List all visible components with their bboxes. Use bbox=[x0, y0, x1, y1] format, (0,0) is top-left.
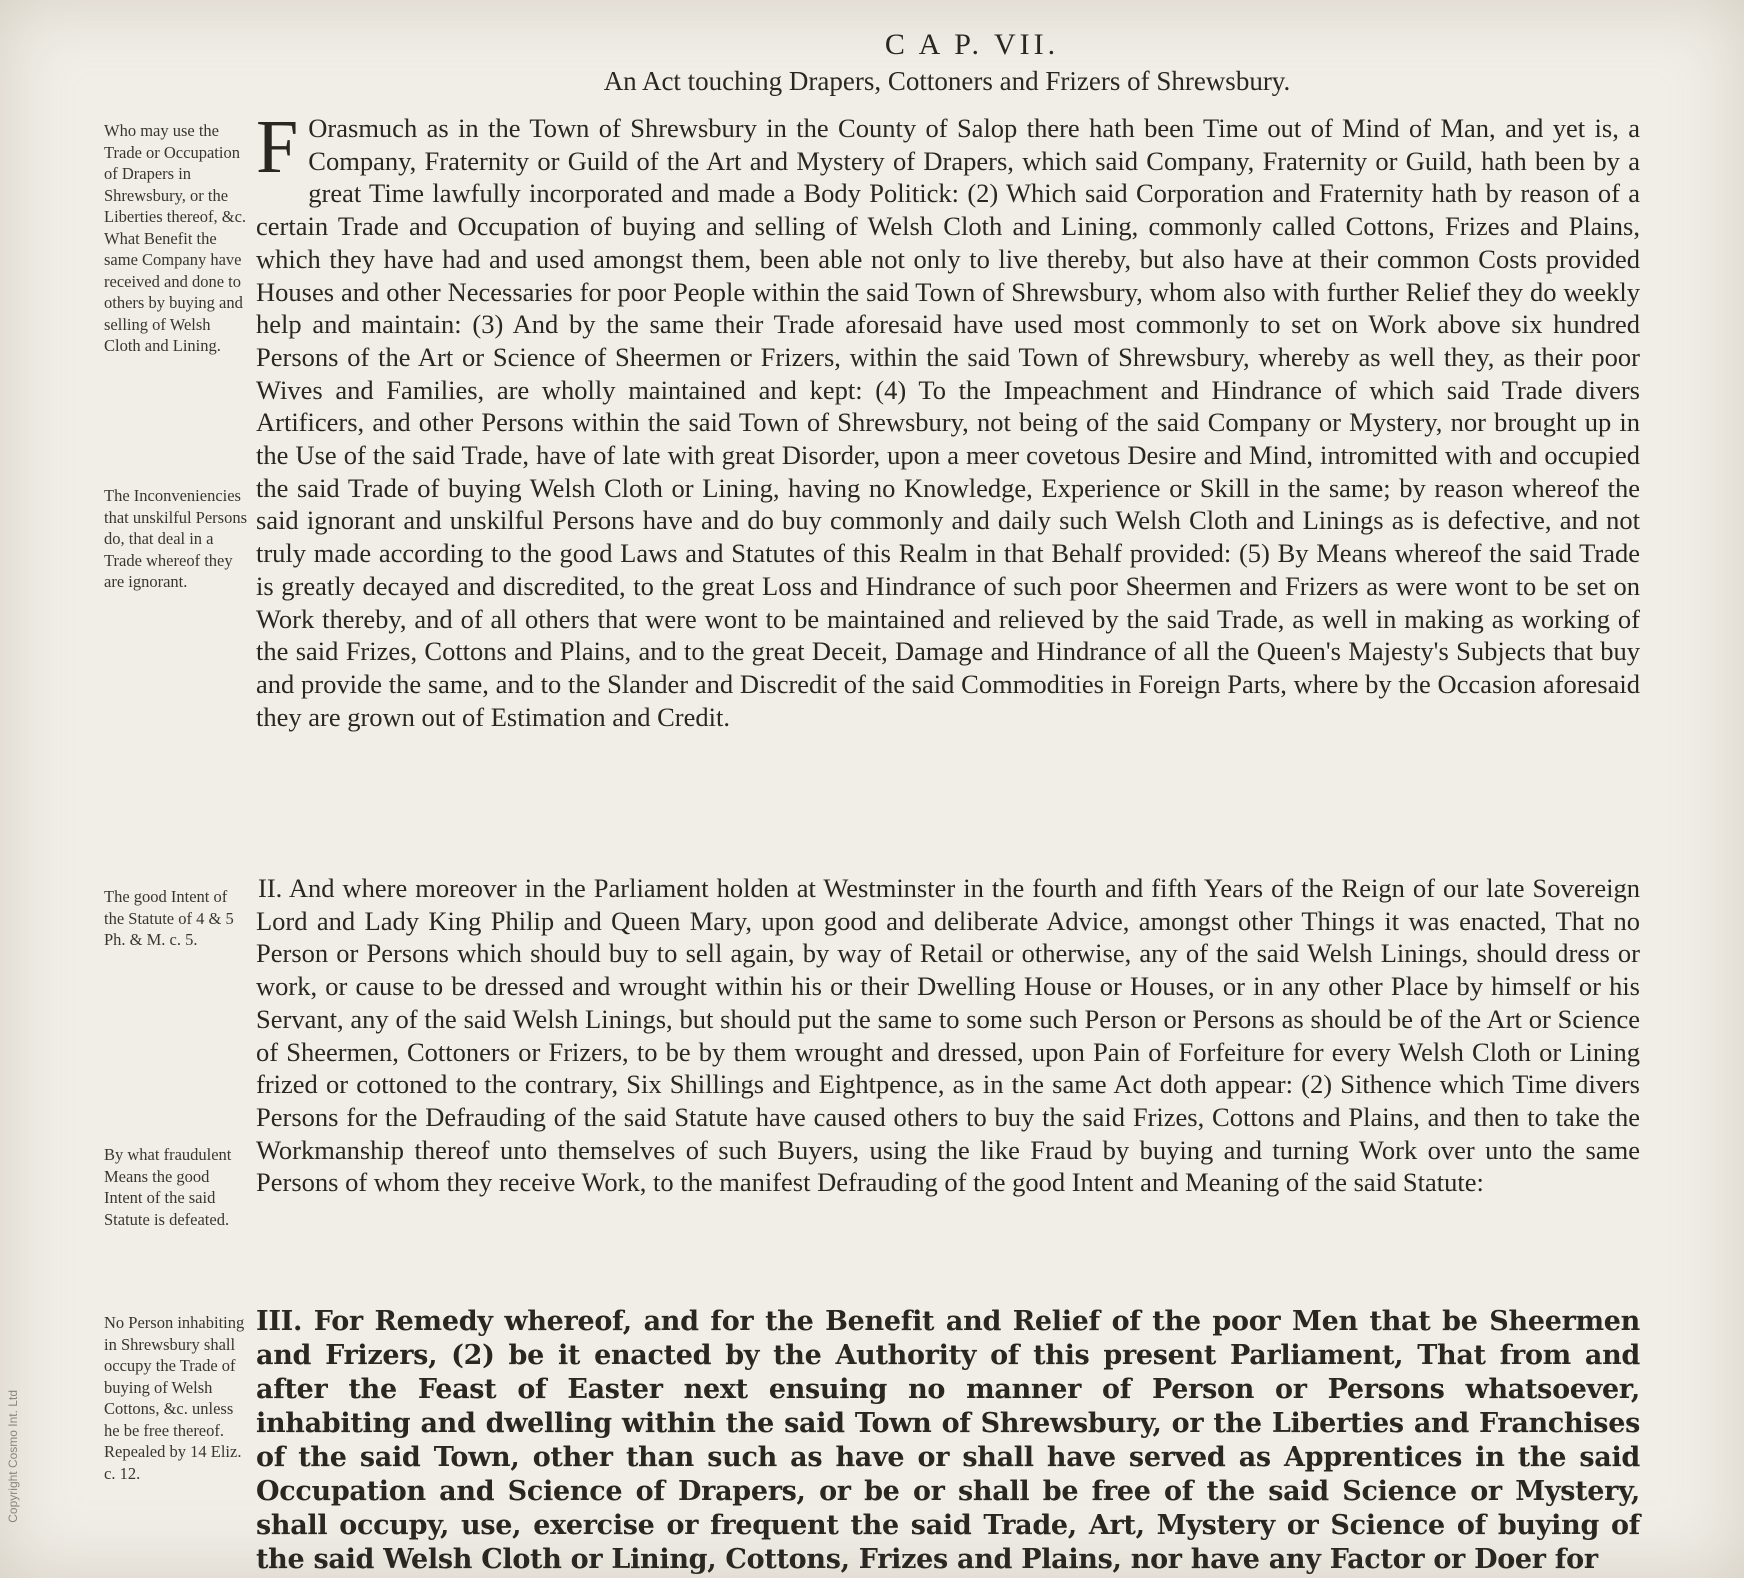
margin-note: No Person inhabiting in Shrewsbury shall occupy the Trade of buying of Welsh Cottons, &c. unless he be free thereof. Repealed by 14 Eliz. c. 12. bbox=[104, 1313, 245, 1483]
act-title: An Act touching Drapers, Cottoners and Frizers of Shrewsbury. bbox=[603, 66, 1291, 96]
paragraph-1 bbox=[256, 105, 1640, 733]
margin-note: Who may use the Trade or Occupation of Drapers in Shrewsbury, or the Liberties thereof, &c. What Benefit the same Company have received and done to others by buying and selling of Welsh Cloth and Lining. bbox=[104, 121, 247, 355]
paragraph-3: III. For Remedy whereof, and for the Benefit and Relief of the poor Men that be Sheermen and Frizers, (2) be it enacted by the Authority of this present Parliament, That from and after the Feast of Easter next ensuing no manner of Person or Persons whatsoever, inhabiting and dwelling within the said Town of Shrewsbury, or the Liberties and Franchises of the said Town, other than such as have or shall have served as Apprentices in the said Occupation and Science of Drapers, or be or shall be free of the said Science or Mystery, shall occupy, use, exercise or frequent the said Trade, Art, Mystery or Science of buying of the said Welsh Cloth or Lining, Cottons, Frizes and Plains, nor have any Factor or Doer for bbox=[256, 1306, 1640, 1575]
chapter-heading: C A P. VII. bbox=[884, 28, 1060, 61]
margin-note: The Inconveniencies that unskilful Persons do, that deal in a Trade whereof they are ignorant. bbox=[104, 486, 247, 591]
margin-note: The good Intent of the Statute of 4 & 5 Ph. & M. c. 5. bbox=[104, 887, 234, 949]
paragraph-1-text: Orasmuch as in the Town of Shrewsbury in the County of Salop there hath been Time out of Mind of Man, and yet is, a Company, Fraternity or Guild of the Art and Mystery of Drapers, which said Company, Fraternity or Guild, hath been by a great Time lawfully incorporated and made a Body Politick: (2) Which said Corporation and Fraternity hath by reason of a certain Trade and Occupation of buying and selling of Welsh Cloth and Lining, commonly called Cottons, Frizes and Plains, which they have had and used amongst them, been able not only to live thereby, but also have at their common Costs provided Houses and other Necessaries for poor People within the said Town of Shrewsbury, whom also with further Relief they do weekly help and maintain: (3) And by the same their Trade aforesaid have used most commonly to set on Work above six hundred Persons of the Art or Science of Sheermen or Frizers, within the said Town of Shrewsbury, whereby as well they, as their poor Wives and Families, are wholly maintained and kept: (4) To the Impeachment and Hindrance of which said Trade divers Artificers, and other Persons within the said Town of Shrewsbury, not being of the said Company or Mystery, nor brought up in the Use of the said Trade, have of late with great Disorder, upon a meer covetous Desire and Mind, intromitted with and occupied the said Trade of buying Welsh Cloth or Lining, having no Knowledge, Experience or Skill in the same; by reason whereof the said ignorant and unskilful Persons have and do buy commonly and daily such Welsh Cloth and Linings as is defective, and not truly made according to the good Laws and Statutes of this Realm in that Behalf provided: (5) By Means whereof the said Trade is greatly decayed and discredited, to the great Loss and Hindrance of such poor Sheermen and Frizers as were wont to be set on Work thereby, and of all others that were wont to be maintained and relieved by the said Trade, as well in making as working of the said Frizes, Cottons and Plains, and to the great Deceit, Damage and Hindrance of all the Queen's Majesty's Subjects that buy and provide the same, and to the Slander and Discredit of the said Commodities in Foreign Parts, where by the Occasion aforesaid they are grown out of Estimation and Credit. bbox=[256, 113, 1640, 732]
margin-note: By what fraudulent Means the good Intent of the said Statute is defeated. bbox=[104, 1145, 232, 1229]
copyright-notice: Copyright Cosmo Int. Ltd bbox=[6, 1390, 20, 1523]
drop-cap: F bbox=[256, 105, 299, 189]
paragraph-2: II. And where moreover in the Parliament holden at Westminster in the fourth and fifth Years of the Reign of our late Sovereign Lord and Lady King Philip and Queen Mary, upon good and deliberate Advice, amongst other Things it was enacted, That no Person or Persons which should buy to sell again, by way of Retail or otherwise, any of the said Welsh Linings, should dress or work, or cause to be dressed and wrought within his or their Dwelling House or Houses, or in any other Place by himself or his Servant, any of the said Welsh Linings, but should put the same to some such Person or Persons as should be of the Art or Science of Sheermen, Cottoners or Frizers, to be by them wrought and dressed, upon Pain of Forfeiture for every Welsh Cloth or Lining frized or cottoned to the contrary, Six Shillings and Eightpence, as in the same Act doth appear: (2) Sithence which Time divers Persons for the Defrauding of the said Statute have caused others to buy the said Frizes, Cottons and Plains, and then to take the Workmanship thereof unto themselves of such Buyers, using the like Fraud by buying and turning Work over unto the same Persons of whom they receive Work, to the manifest Defrauding of the good Intent and Meaning of the said Statute: bbox=[256, 873, 1640, 1198]
